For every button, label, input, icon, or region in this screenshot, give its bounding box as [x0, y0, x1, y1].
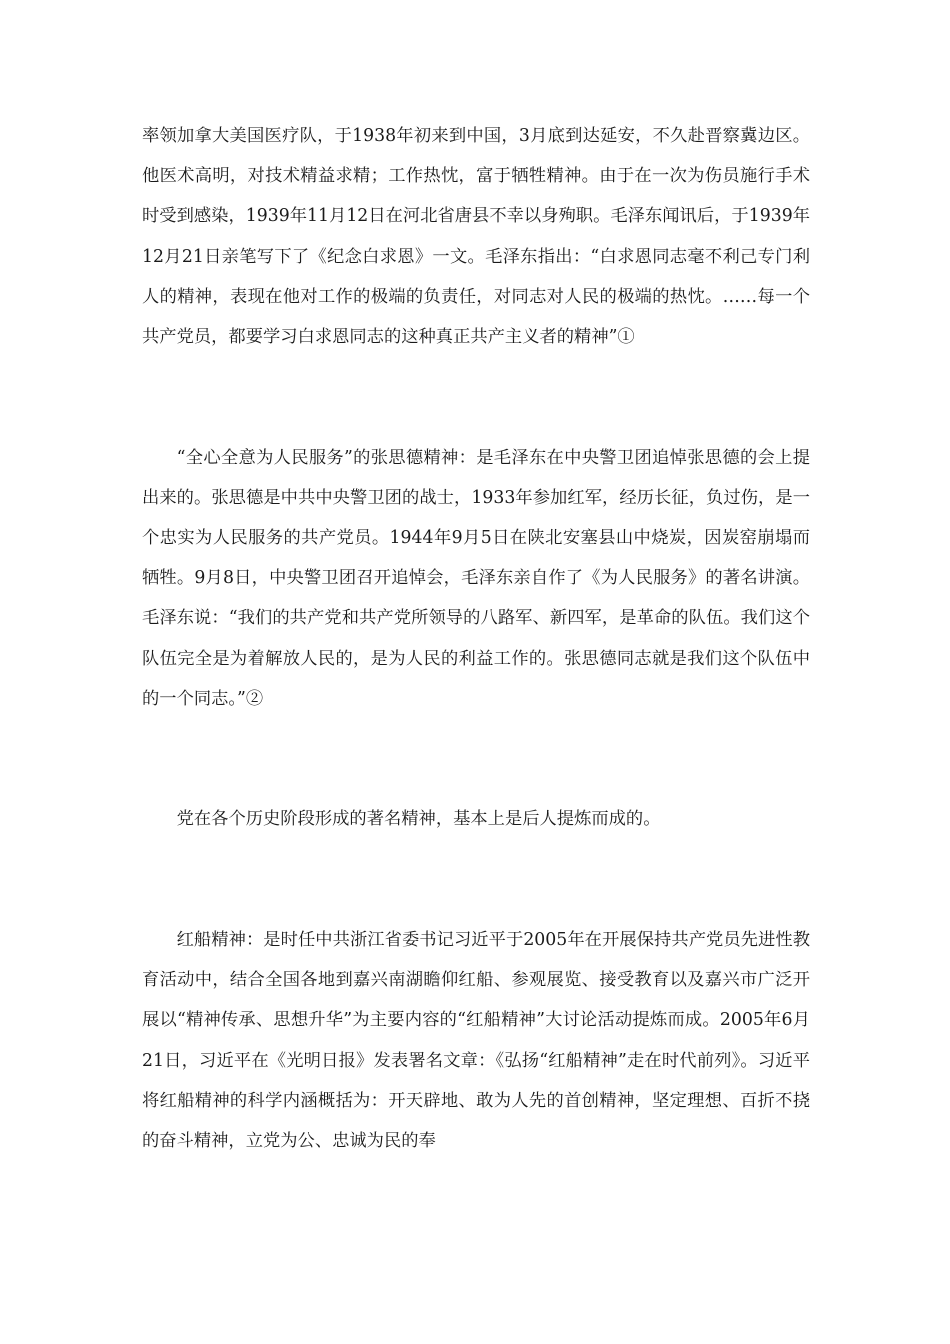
paragraph-gap	[142, 840, 810, 920]
document-body	[142, 116, 810, 1161]
paragraph-gap	[142, 357, 810, 437]
paragraph-red-boat: 红船精神：是时任中共浙江省委书记习近平于2005年在开展保持共产党员先进性教育活动中，结合全国各地到嘉兴南湖瞻仰红船、参观展览、接受教育以及嘉兴市广泛开展以“精神传承、思想升华”为主要内容的“红船精神”大讨论活动提炼而成。2005年6月21日，习近平在《光明日报》发表署名文章：《弘扬“红船精神”走在时代前列》。习近平将红船精神的科学内涵概括为：开天辟地、敢为人先的首创精神，坚定理想、百折不挠的奋斗精神，立党为公、忠诚为民的奉	[142, 930, 810, 1152]
paragraph-zhang-side: “全心全意为人民服务”的张思德精神：是毛泽东在中央警卫团追悼张思德的会上提出来的。张思德是中共中央警卫团的战士，1933年参加红军，经历长征，负过伤，是一个忠实为人民服务的共产党员。1944年9月5日在陕北安塞县山中烧炭，因炭窑崩塌而牺牲。9月8日，中央警卫团召开追悼会，毛泽东亲自作了《为人民服务》的著名讲演。毛泽东说：“我们的共产党和共产党所领导的八路军、新四军，是革命的队伍。我们这个队伍完全是为着解放人民的，是为人民的利益工作的。张思德同志就是我们这个队伍中的一个同志。”②	[142, 447, 810, 709]
paragraph-gap	[142, 719, 810, 799]
paragraph-bethune: 率领加拿大美国医疗队，于1938年初来到中国，3月底到达延安，不久赴晋察冀边区。他医术高明，对技术精益求精；工作热忱，富于牺牲精神。由于在一次为伤员施行手术时受到感染，1939年11月12日在河北省唐县不幸以身殉职。毛泽东闻讯后，于1939年12月21日亲笔写下了《纪念白求恩》一文。毛泽东指出：“白求恩同志毫不利己专门利人的精神，表现在他对工作的极端的负责任，对同志对人民的极端的热忱。……每一个共产党员，都要学习白求恩同志的这种真正共产主义者的精神”①	[142, 126, 810, 348]
paragraph-summary: 党在各个历史阶段形成的著名精神，基本上是后人提炼而成的。	[176, 809, 661, 830]
